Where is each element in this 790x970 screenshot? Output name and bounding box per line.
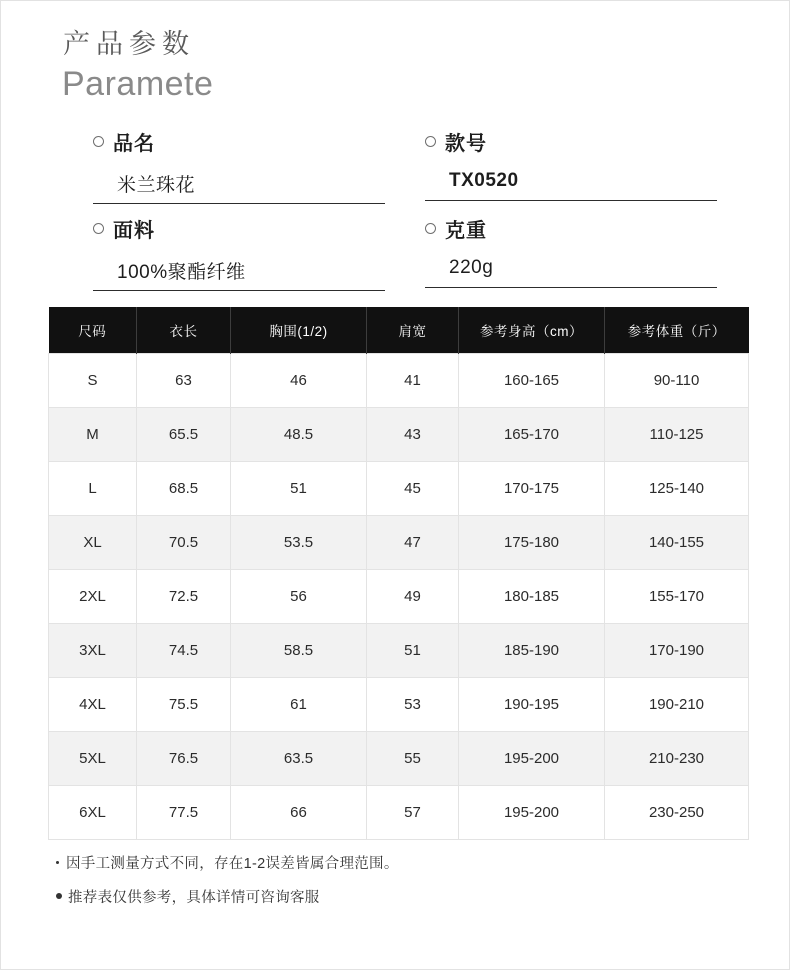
ring-bullet-icon xyxy=(93,136,104,147)
cell-height: 180-185 xyxy=(459,570,605,624)
cell-shoulder: 45 xyxy=(367,462,459,516)
cell-height: 175-180 xyxy=(459,516,605,570)
spec-list xyxy=(48,127,744,291)
page-title xyxy=(48,27,744,105)
table-row xyxy=(49,462,749,516)
spec-label xyxy=(93,127,385,156)
spec-item-fabric xyxy=(93,214,385,291)
cell-weight: 125-140 xyxy=(605,462,749,516)
spec-label xyxy=(425,127,717,156)
cell-length: 70.5 xyxy=(137,516,231,570)
cell-length: 76.5 xyxy=(137,732,231,786)
notes-section xyxy=(48,852,744,907)
column-header-height: 参考身高（cm） xyxy=(459,307,605,354)
cell-bust: 46 xyxy=(231,354,367,408)
cell-length: 77.5 xyxy=(137,786,231,840)
cell-size: 5XL xyxy=(49,732,137,786)
column-header-length: 衣长 xyxy=(137,307,231,354)
cell-bust: 58.5 xyxy=(231,624,367,678)
cell-size: S xyxy=(49,354,137,408)
cell-shoulder: 43 xyxy=(367,408,459,462)
cell-weight: 90-110 xyxy=(605,354,749,408)
cell-length: 72.5 xyxy=(137,570,231,624)
spec-value-fabric: 100%聚酯纤维 xyxy=(93,251,385,291)
cell-weight: 210-230 xyxy=(605,732,749,786)
cell-height: 190-195 xyxy=(459,678,605,732)
table-row xyxy=(49,786,749,840)
cell-weight: 230-250 xyxy=(605,786,749,840)
cell-size: XL xyxy=(49,516,137,570)
cell-shoulder: 55 xyxy=(367,732,459,786)
note-reference-disclaimer xyxy=(56,886,744,907)
ring-bullet-icon xyxy=(93,223,104,234)
table-row xyxy=(49,516,749,570)
cell-length: 74.5 xyxy=(137,624,231,678)
cell-shoulder: 47 xyxy=(367,516,459,570)
cell-shoulder: 51 xyxy=(367,624,459,678)
cell-shoulder: 49 xyxy=(367,570,459,624)
cell-weight: 155-170 xyxy=(605,570,749,624)
cell-length: 68.5 xyxy=(137,462,231,516)
cell-bust: 53.5 xyxy=(231,516,367,570)
spec-label-text: 面料 xyxy=(113,220,155,242)
table-header-row xyxy=(49,307,749,354)
spec-label-text: 品名 xyxy=(113,133,155,155)
cell-bust: 56 xyxy=(231,570,367,624)
dot-icon xyxy=(56,893,62,899)
cell-length: 63 xyxy=(137,354,231,408)
size-chart-table xyxy=(48,307,749,840)
cell-length: 75.5 xyxy=(137,678,231,732)
cell-shoulder: 57 xyxy=(367,786,459,840)
column-header-shoulder: 肩宽 xyxy=(367,307,459,354)
cell-height: 195-200 xyxy=(459,732,605,786)
spec-item-style-number xyxy=(425,127,717,204)
cell-bust: 63.5 xyxy=(231,732,367,786)
cell-height: 170-175 xyxy=(459,462,605,516)
cell-bust: 48.5 xyxy=(231,408,367,462)
cell-bust: 66 xyxy=(231,786,367,840)
cell-weight: 140-155 xyxy=(605,516,749,570)
cell-height: 160-165 xyxy=(459,354,605,408)
spec-row xyxy=(93,127,744,204)
table-row xyxy=(49,678,749,732)
table-row xyxy=(49,354,749,408)
column-header-bust: 胸围(1/2) xyxy=(231,307,367,354)
cell-size: M xyxy=(49,408,137,462)
cell-size: 3XL xyxy=(49,624,137,678)
cell-length: 65.5 xyxy=(137,408,231,462)
table-row xyxy=(49,570,749,624)
cell-size: 2XL xyxy=(49,570,137,624)
table-row xyxy=(49,732,749,786)
cell-height: 185-190 xyxy=(459,624,605,678)
cell-bust: 51 xyxy=(231,462,367,516)
ring-bullet-icon xyxy=(425,136,436,147)
cell-size: 4XL xyxy=(49,678,137,732)
note-text: 因手工测量方式不同，存在1-2误差皆属合理范围。 xyxy=(66,856,399,872)
spec-value-style-number: TX0520 xyxy=(425,164,717,201)
cell-weight: 110-125 xyxy=(605,408,749,462)
title-chinese: 产品参数 xyxy=(63,29,195,59)
spec-label-text: 克重 xyxy=(445,220,487,242)
spec-label xyxy=(93,214,385,243)
cell-weight: 190-210 xyxy=(605,678,749,732)
note-measurement-tolerance xyxy=(56,852,744,873)
column-header-weight: 参考体重（斤） xyxy=(605,307,749,354)
spec-row xyxy=(93,214,744,291)
cell-size: L xyxy=(49,462,137,516)
spec-value-weight: 220g xyxy=(425,251,717,288)
spec-item-weight xyxy=(425,214,717,291)
cell-weight: 170-190 xyxy=(605,624,749,678)
cell-size: 6XL xyxy=(49,786,137,840)
note-text: 推荐表仅供参考，具体详情可咨询客服 xyxy=(68,890,320,906)
table-row xyxy=(49,408,749,462)
cell-height: 195-200 xyxy=(459,786,605,840)
table-row xyxy=(49,624,749,678)
cell-shoulder: 53 xyxy=(367,678,459,732)
cell-shoulder: 41 xyxy=(367,354,459,408)
title-english: Paramete xyxy=(62,65,214,103)
cell-height: 165-170 xyxy=(459,408,605,462)
dot-icon xyxy=(56,861,59,864)
ring-bullet-icon xyxy=(425,223,436,234)
spec-label-text: 款号 xyxy=(445,133,487,155)
spec-value-name: 米兰珠花 xyxy=(93,164,385,204)
cell-bust: 61 xyxy=(231,678,367,732)
column-header-size: 尺码 xyxy=(49,307,137,354)
spec-item-name xyxy=(93,127,385,204)
spec-label xyxy=(425,214,717,243)
